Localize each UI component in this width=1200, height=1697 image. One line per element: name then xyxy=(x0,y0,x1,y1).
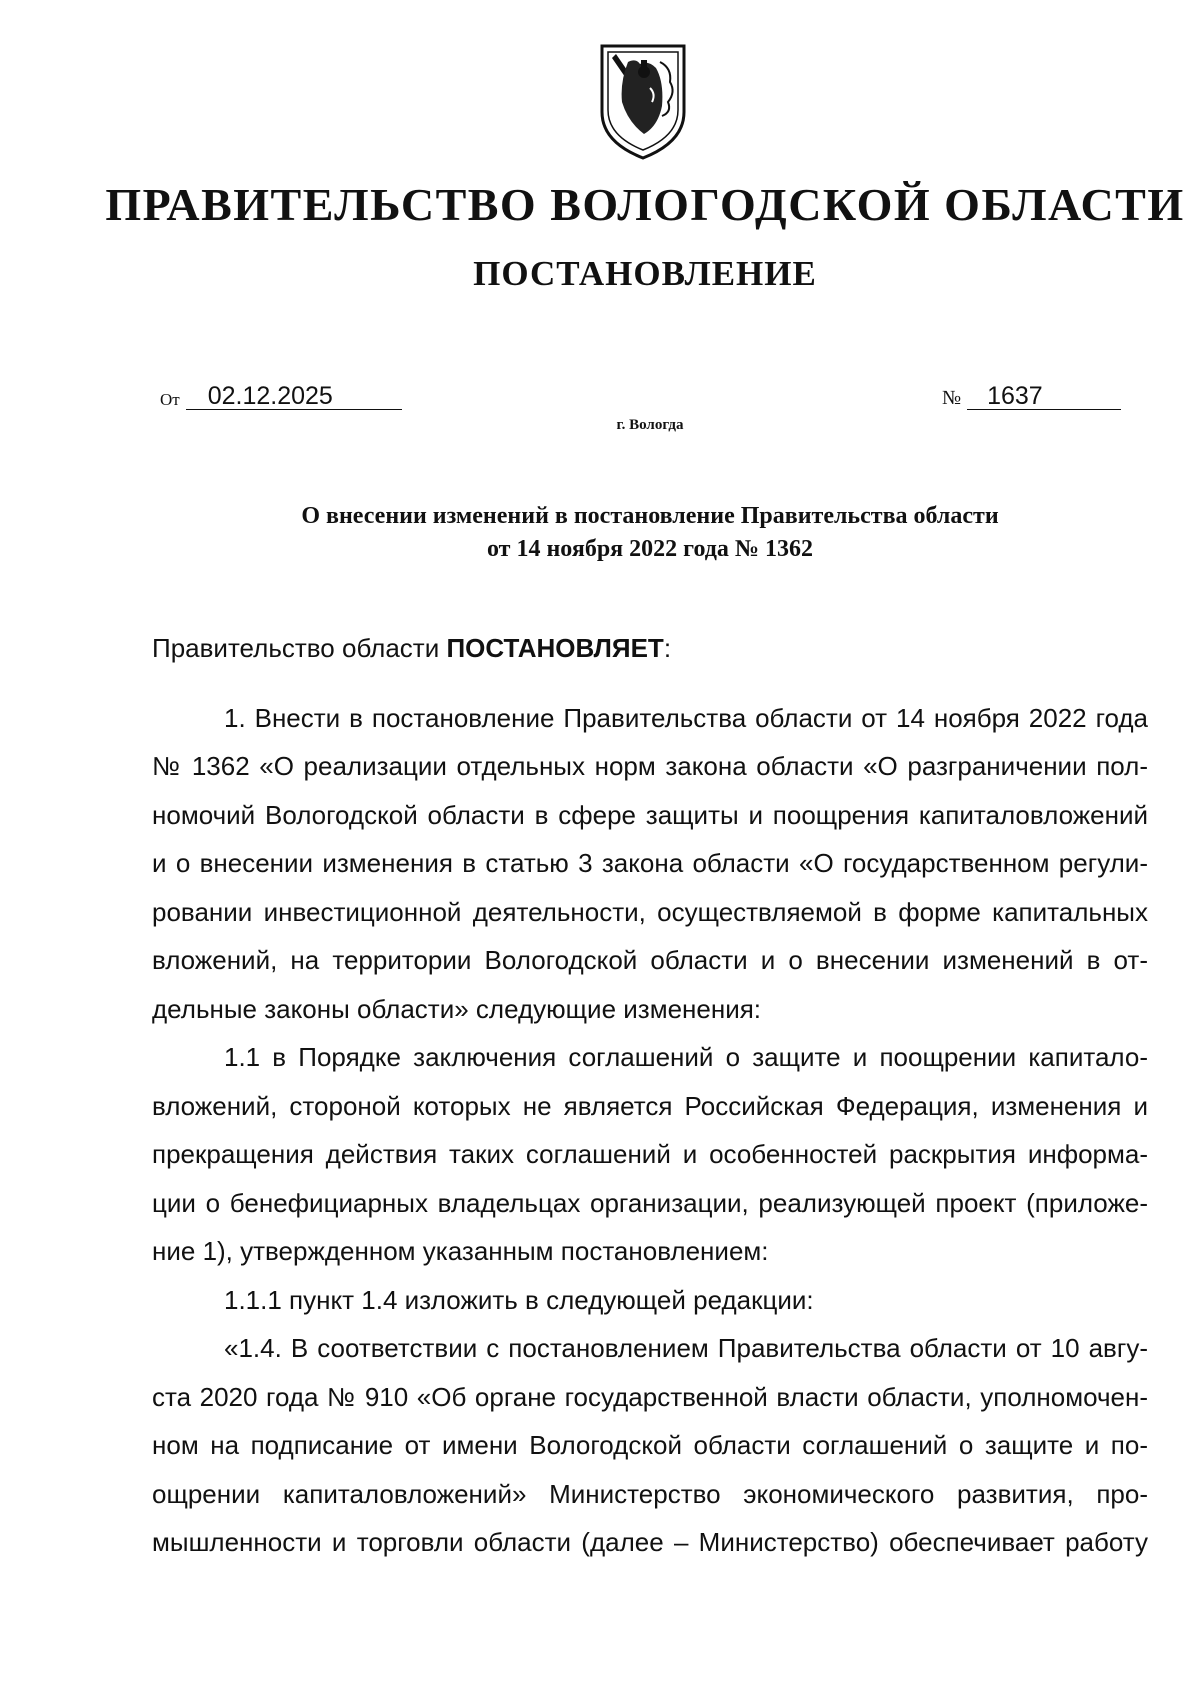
document-heading xyxy=(150,500,1150,566)
body-line: 1.1.1 пункт 1.4 изложить в следующей редакции: xyxy=(224,1284,814,1315)
body-line: ние 1), утвержденном указанным постановлением: xyxy=(152,1236,769,1266)
date-value: 02.12.2025 xyxy=(186,383,402,410)
document-type: ПОСТАНОВЛЕНИЕ xyxy=(473,254,817,293)
body-line: «1.4. В соответствии с постановлением Правительства области от 10 авгу- xyxy=(224,1333,1148,1363)
body-line: прекращения действия таких соглашений и особенностей раскрытия информа- xyxy=(152,1139,1148,1169)
body-line: ции о бенефициарных владельцах организации, реализующей проект (приложе- xyxy=(152,1187,1148,1218)
body-line: вложений, стороной которых не является Российская Федерация, изменения и xyxy=(152,1090,1148,1121)
body-line: ровании инвестиционной деятельности, осуществляемой в форме капитальных xyxy=(152,896,1148,927)
organization-title: ПРАВИТЕЛЬСТВО ВОЛОГОДСКОЙ ОБЛАСТИ xyxy=(105,179,1185,230)
document-body xyxy=(152,624,1148,1567)
body-line: мышленности и торговли области (далее – Министерство) обеспечивает работу xyxy=(152,1527,1148,1557)
body-line: № 1362 «О реализации отдельных норм закона области «О разграничении пол- xyxy=(152,751,1148,781)
heading-line-1: О внесении изменений в постановление Правительства области xyxy=(301,503,999,529)
body-line: 1. Внести в постановление Правительства области от 14 ноября 2022 года xyxy=(224,702,1148,733)
intro-bold: ПОСТАНОВЛЯЕТ xyxy=(446,633,664,663)
body-line: дельные законы области» следующие изменения: xyxy=(152,993,762,1024)
city-label: г. Вологда xyxy=(616,417,684,433)
heading-line-2: от 14 ноября 2022 года № 1362 xyxy=(486,536,814,562)
intro-line xyxy=(152,624,1148,673)
body-line: 1.1 в Порядке заключения соглашений о защите и поощрении капитало- xyxy=(224,1042,1148,1072)
intro-prefix: Правительство области xyxy=(152,633,447,663)
body-line: вложений, на территории Вологодской области и о внесении изменений в от- xyxy=(152,945,1148,975)
number-value: 1637 xyxy=(967,383,1121,410)
coat-of-arms-icon xyxy=(598,42,688,162)
date-row xyxy=(160,383,402,410)
number-row xyxy=(942,383,1121,410)
body-line: ста 2020 года № 910 «Об органе государственной власти области, уполномочен- xyxy=(152,1381,1148,1412)
body-line: ном на подписание от имени Вологодской области соглашений о защите и по- xyxy=(152,1430,1148,1460)
body-line: и о внесении изменения в статью 3 закона области «О государственном регули- xyxy=(152,848,1148,878)
date-label: От xyxy=(160,390,180,409)
body-line: ощрении капиталовложений» Министерство экономического развития, про- xyxy=(152,1478,1148,1509)
number-label: № xyxy=(942,387,962,409)
intro-suffix: : xyxy=(663,633,672,663)
body-line: номочий Вологодской области в сфере защиты и поощрения капиталовложений xyxy=(152,799,1148,830)
